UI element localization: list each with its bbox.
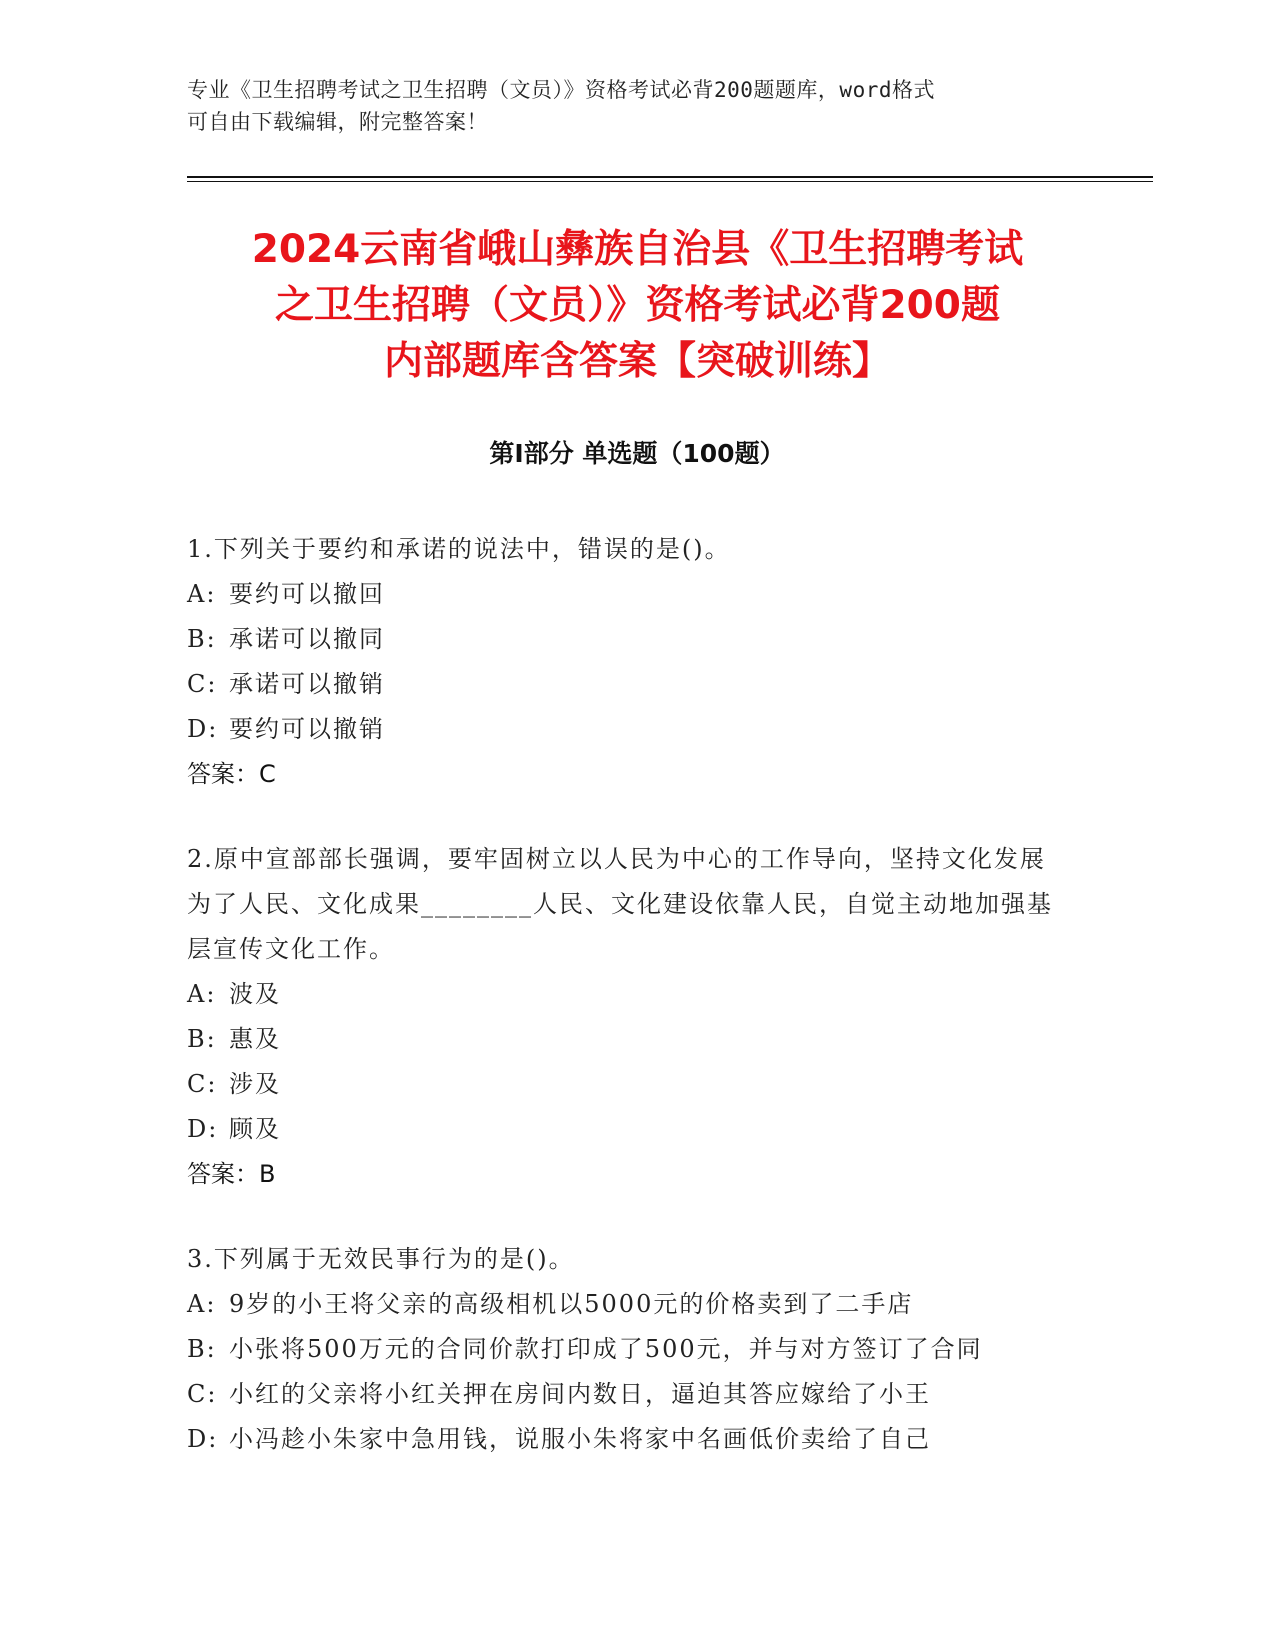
- header-divider-thick: [187, 176, 1153, 178]
- option-key: A:: [187, 1290, 217, 1318]
- option-b: [187, 617, 1067, 662]
- document-title-line-3: 内部题库含答案【突破训练】: [383, 339, 891, 384]
- document-title: [170, 222, 1105, 390]
- section-heading: 第Ⅰ部分 单选题（100题）: [489, 439, 785, 468]
- question-3: [187, 1237, 1067, 1462]
- option-key: C:: [187, 670, 218, 698]
- option-text: 小冯趁小朱家中急用钱，说服小朱将家中名画低价卖给了自己: [229, 1425, 931, 1453]
- option-key: A:: [187, 980, 217, 1008]
- option-text: 9岁的小王将父亲的高级相机以5000元的价格卖到了二手店: [229, 1290, 914, 1318]
- header-divider-thin: [187, 181, 1153, 182]
- option-text: 要约可以撤回: [229, 580, 385, 608]
- option-c: [187, 662, 1067, 707]
- option-c: [187, 1372, 1067, 1417]
- option-a: [187, 572, 1067, 617]
- option-key: C:: [187, 1070, 218, 1098]
- question-stem: 3.下列属于无效民事行为的是()。: [187, 1245, 575, 1273]
- option-text: 涉及: [229, 1070, 281, 1098]
- option-a: [187, 972, 1067, 1017]
- option-b: [187, 1017, 1067, 1062]
- question-stem: 2.原中宣部部长强调，要牢固树立以人民为中心的工作导向，坚持文化发展为了人民、文化成果________人民、文化建设依靠人民，自觉主动地加强基层宣传文化工作。: [187, 845, 1053, 963]
- option-text: 小张将500万元的合同价款打印成了500元，并与对方签订了合同: [229, 1335, 983, 1363]
- option-text: 承诺可以撤同: [229, 625, 385, 653]
- option-text: 波及: [229, 980, 281, 1008]
- option-key: C:: [187, 1380, 218, 1408]
- question-answer: 答案：C: [187, 760, 276, 788]
- option-a: [187, 1282, 1067, 1327]
- option-d: [187, 1107, 1067, 1152]
- option-key: A:: [187, 580, 217, 608]
- option-text: 要约可以撤销: [229, 715, 385, 743]
- option-key: D:: [187, 715, 219, 743]
- option-key: B:: [187, 1025, 217, 1053]
- option-text: 承诺可以撤销: [229, 670, 385, 698]
- option-text: 小红的父亲将小红关押在房间内数日，逼迫其答应嫁给了小王: [229, 1380, 931, 1408]
- option-key: B:: [187, 625, 217, 653]
- question-list: [187, 527, 1067, 1502]
- document-title-line-2: 之卫生招聘（文员）》资格考试必背200题: [275, 283, 1000, 328]
- option-text: 顾及: [229, 1115, 281, 1143]
- option-key: B:: [187, 1335, 217, 1363]
- option-key: D:: [187, 1115, 219, 1143]
- option-text: 惠及: [229, 1025, 281, 1053]
- question-1: [187, 527, 1067, 797]
- header-note-line-1: 专业《卫生招聘考试之卫生招聘（文员）》资格考试必背200题题库，word格式: [187, 78, 935, 102]
- header-note: [187, 74, 1067, 138]
- option-d: [187, 707, 1067, 752]
- question-stem: 1.下列关于要约和承诺的说法中，错误的是()。: [187, 535, 731, 563]
- option-d: [187, 1417, 1067, 1462]
- question-answer: 答案：B: [187, 1160, 276, 1188]
- header-note-line-2: 可自由下载编辑，附完整答案！: [187, 110, 488, 134]
- option-key: D:: [187, 1425, 219, 1453]
- question-2: [187, 837, 1067, 1197]
- document-title-line-1: 2024云南省峨山彝族自治县《卫生招聘考试: [251, 227, 1024, 272]
- option-c: [187, 1062, 1067, 1107]
- option-b: [187, 1327, 1067, 1372]
